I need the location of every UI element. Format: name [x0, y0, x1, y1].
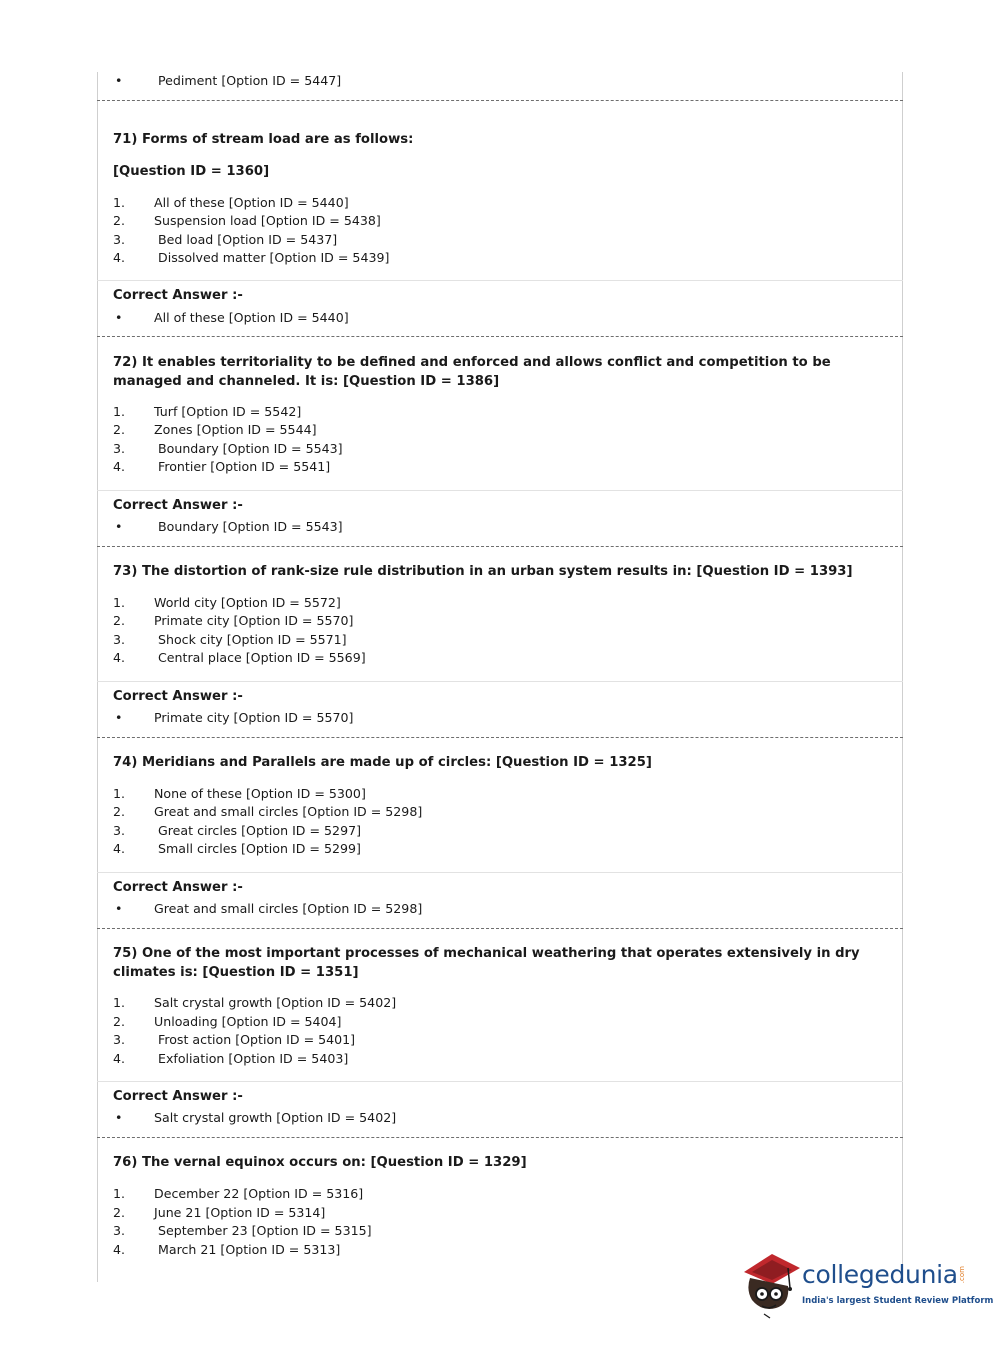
option-item: 1. December 22 [Option ID = 5316]	[113, 1186, 364, 1201]
option-item: 2. Suspension load [Option ID = 5438]	[113, 213, 381, 228]
answer-separator	[97, 681, 903, 682]
correct-answer-label: Correct Answer :-	[113, 1089, 243, 1104]
option-item: 4. Frontier [Option ID = 5541]	[113, 459, 331, 474]
option-item: 2. June 21 [Option ID = 5314]	[113, 1205, 326, 1220]
correct-answer-label: Correct Answer :-	[113, 880, 243, 895]
option-item: 1. Salt crystal growth [Option ID = 5402]	[113, 995, 397, 1010]
correct-answer-label: Correct Answer :-	[113, 498, 243, 513]
section-divider	[97, 546, 903, 547]
option-item: 4. Central place [Option ID = 5569]	[113, 650, 366, 665]
option-item: 3. September 23 [Option ID = 5315]	[113, 1223, 372, 1238]
correct-answer: • Great and small circles [Option ID = 5298]	[115, 901, 423, 916]
section-divider	[97, 336, 903, 337]
option-item: 4. Dissolved matter [Option ID = 5439]	[113, 250, 390, 265]
option-item: 1. All of these [Option ID = 5440]	[113, 195, 349, 210]
correct-answer: • Salt crystal growth [Option ID = 5402]	[115, 1110, 397, 1125]
option-item: 2. Unloading [Option ID = 5404]	[113, 1014, 342, 1029]
option-item: 1. None of these [Option ID = 5300]	[113, 786, 366, 801]
option-item: 2. Great and small circles [Option ID = 5298]	[113, 804, 423, 819]
option-item: 2. Primate city [Option ID = 5570]	[113, 613, 354, 628]
section-divider	[97, 1137, 903, 1138]
question-74-title: 74) Meridians and Parallels are made up of circles: [Question ID = 1325]	[113, 755, 652, 770]
section-divider	[97, 737, 903, 738]
logo-tagline: India's largest Student Review Platform	[802, 1296, 994, 1306]
question-76-title: 76) The vernal equinox occurs on: [Question ID = 1329]	[113, 1155, 527, 1170]
correct-answer: • All of these [Option ID = 5440]	[115, 310, 349, 325]
correct-answer: • Boundary [Option ID = 5543]	[115, 519, 343, 534]
logo-suffix: .com	[958, 1266, 966, 1284]
answer-separator	[97, 872, 903, 873]
question-75-title: 75) One of the most important processes of mechanical weathering that operates extensively in dry climates is: [Question ID = 1351]	[113, 946, 860, 980]
section-divider	[97, 100, 903, 101]
option-item: 2. Zones [Option ID = 5544]	[113, 422, 317, 437]
option-item: 4. Small circles [Option ID = 5299]	[113, 841, 361, 856]
option-item: 3. Great circles [Option ID = 5297]	[113, 823, 362, 838]
section-divider	[97, 928, 903, 929]
question-71-id: [Question ID = 1360]	[113, 164, 270, 179]
option-item: 1. Turf [Option ID = 5542]	[113, 404, 302, 419]
answer-separator	[97, 1081, 903, 1082]
correct-answer-label: Correct Answer :-	[113, 689, 243, 704]
option-item: 4. March 21 [Option ID = 5313]	[113, 1242, 341, 1257]
logo-wordmark: collegedunia	[802, 1260, 958, 1289]
question-73-title: 73) The distortion of rank-size rule distribution in an urban system results in: [Question ID = 1393]	[113, 564, 853, 579]
answer-separator	[97, 490, 903, 491]
collegedunia-logo[interactable]	[742, 1250, 994, 1320]
option-item: 3. Bed load [Option ID = 5437]	[113, 232, 338, 247]
correct-answer-label: Correct Answer :-	[113, 288, 243, 303]
answer-separator	[97, 280, 903, 281]
option-item: 3. Frost action [Option ID = 5401]	[113, 1032, 356, 1047]
prev-correct-answer: • Pediment [Option ID = 5447]	[115, 73, 342, 88]
option-item: 3. Shock city [Option ID = 5571]	[113, 632, 347, 647]
mascot-icon	[742, 1250, 802, 1320]
question-71-title: 71) Forms of stream load are as follows:	[113, 132, 414, 147]
option-item: 4. Exfoliation [Option ID = 5403]	[113, 1051, 349, 1066]
option-item: 3. Boundary [Option ID = 5543]	[113, 441, 343, 456]
option-item: 1. World city [Option ID = 5572]	[113, 595, 341, 610]
question-72-title: 72) It enables territoriality to be defined and enforced and allows conflict and competition to be managed and channeled. It is: [Question ID = 1386]	[113, 355, 831, 389]
correct-answer: • Primate city [Option ID = 5570]	[115, 710, 354, 725]
